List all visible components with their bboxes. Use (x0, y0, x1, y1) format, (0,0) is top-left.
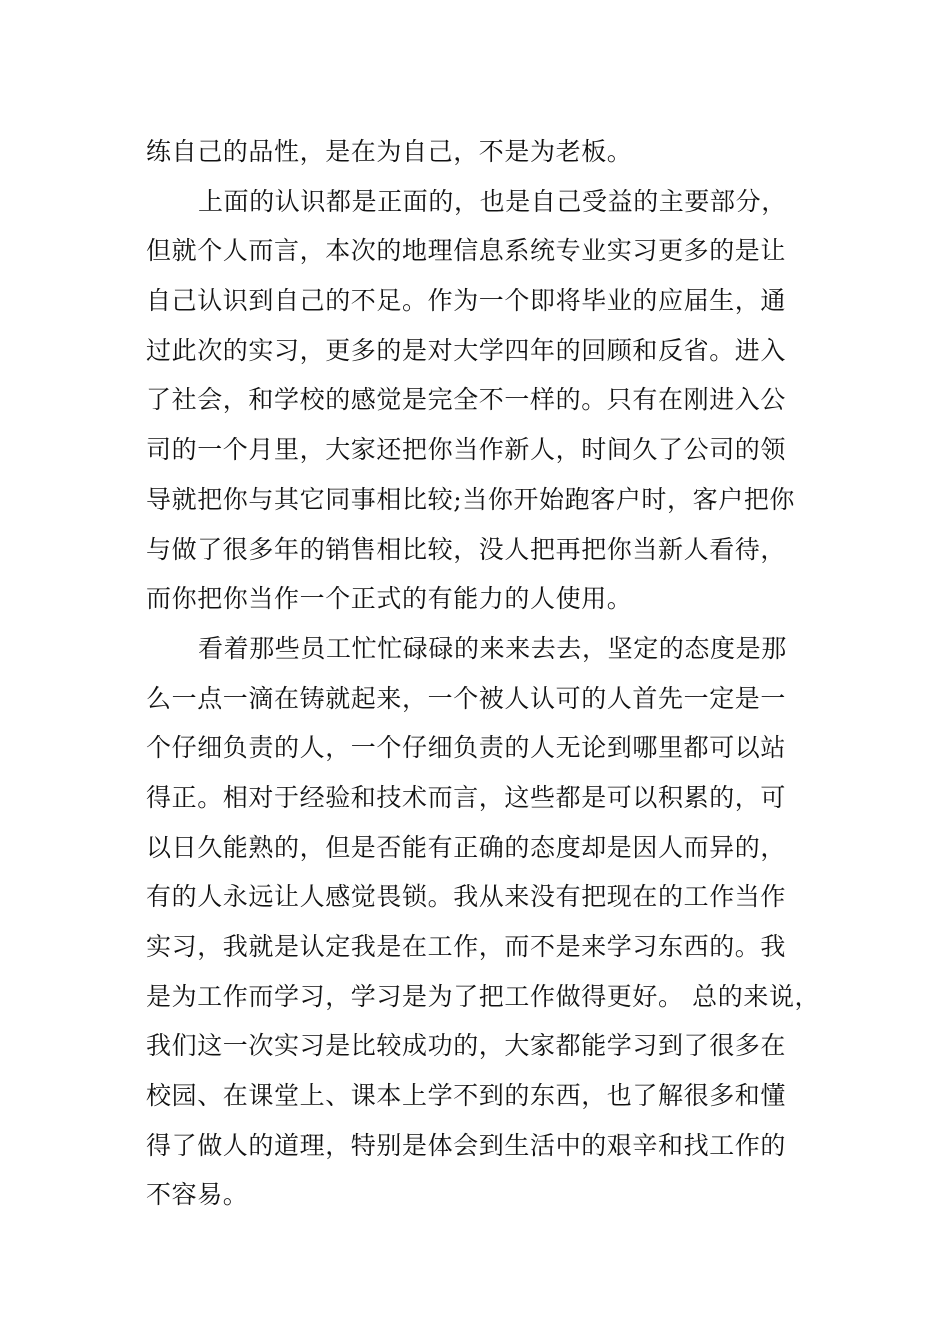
text-line: 但就个人而言，本次的地理信息系统专业实习更多的是让 (146, 236, 787, 266)
text-line: 与做了很多年的销售相比较，没人把再把你当新人看待， (146, 534, 787, 564)
text-line: 得了做人的道理，特别是体会到生活中的艰辛和找工作的 (146, 1130, 787, 1160)
text-line: 了社会，和学校的感觉是完全不一样的。只有在刚进入公 (146, 385, 787, 415)
text-line: 司的一个月里，大家还把你当作新人，时间久了公司的领 (146, 435, 787, 465)
text-line: 是为工作而学习，学习是为了把工作做得更好。 总的来说， (146, 981, 821, 1011)
document-body (146, 127, 836, 1220)
text-line: 上面的认识都是正面的，也是自己受益的主要部分， (198, 186, 787, 216)
text-line: 练自己的品性，是在为自己，不是为老板。 (146, 137, 633, 166)
text-line: 过此次的实习，更多的是对大学四年的回顾和反省。进入 (146, 335, 787, 365)
text-line: 以日久能熟的，但是否能有正确的态度却是因人而异的， (146, 832, 787, 862)
text-line: 得正。相对于经验和技术而言，这些都是可以积累的，可 (146, 782, 787, 812)
text-line: 校园、在课堂上、课本上学不到的东西，也了解很多和懂 (146, 1081, 787, 1111)
text-line: 个仔细负责的人，一个仔细负责的人无论到哪里都可以站 (146, 733, 787, 763)
text-line: 导就把你与其它同事相比较;当你开始跑客户时，客户把你 (146, 484, 796, 514)
text-line: 看着那些员工忙忙碌碌的来来去去，坚定的态度是那 (198, 633, 787, 663)
text-line: 而你把你当作一个正式的有能力的人使用。 (146, 584, 633, 614)
text-line: 自己认识到自己的不足。作为一个即将毕业的应届生，通 (146, 286, 787, 316)
text-line: 我们这一次实习是比较成功的，大家都能学习到了很多在 (146, 1031, 787, 1061)
text-line: 么一点一滴在铸就起来，一个被人认可的人首先一定是一 (146, 683, 787, 713)
text-line: 有的人永远让人感觉畏锁。我从来没有把现在的工作当作 (146, 882, 787, 912)
text-line: 不容易。 (146, 1180, 249, 1210)
text-line: 实习，我就是认定我是在工作，而不是来学习东西的。我 (146, 932, 787, 961)
